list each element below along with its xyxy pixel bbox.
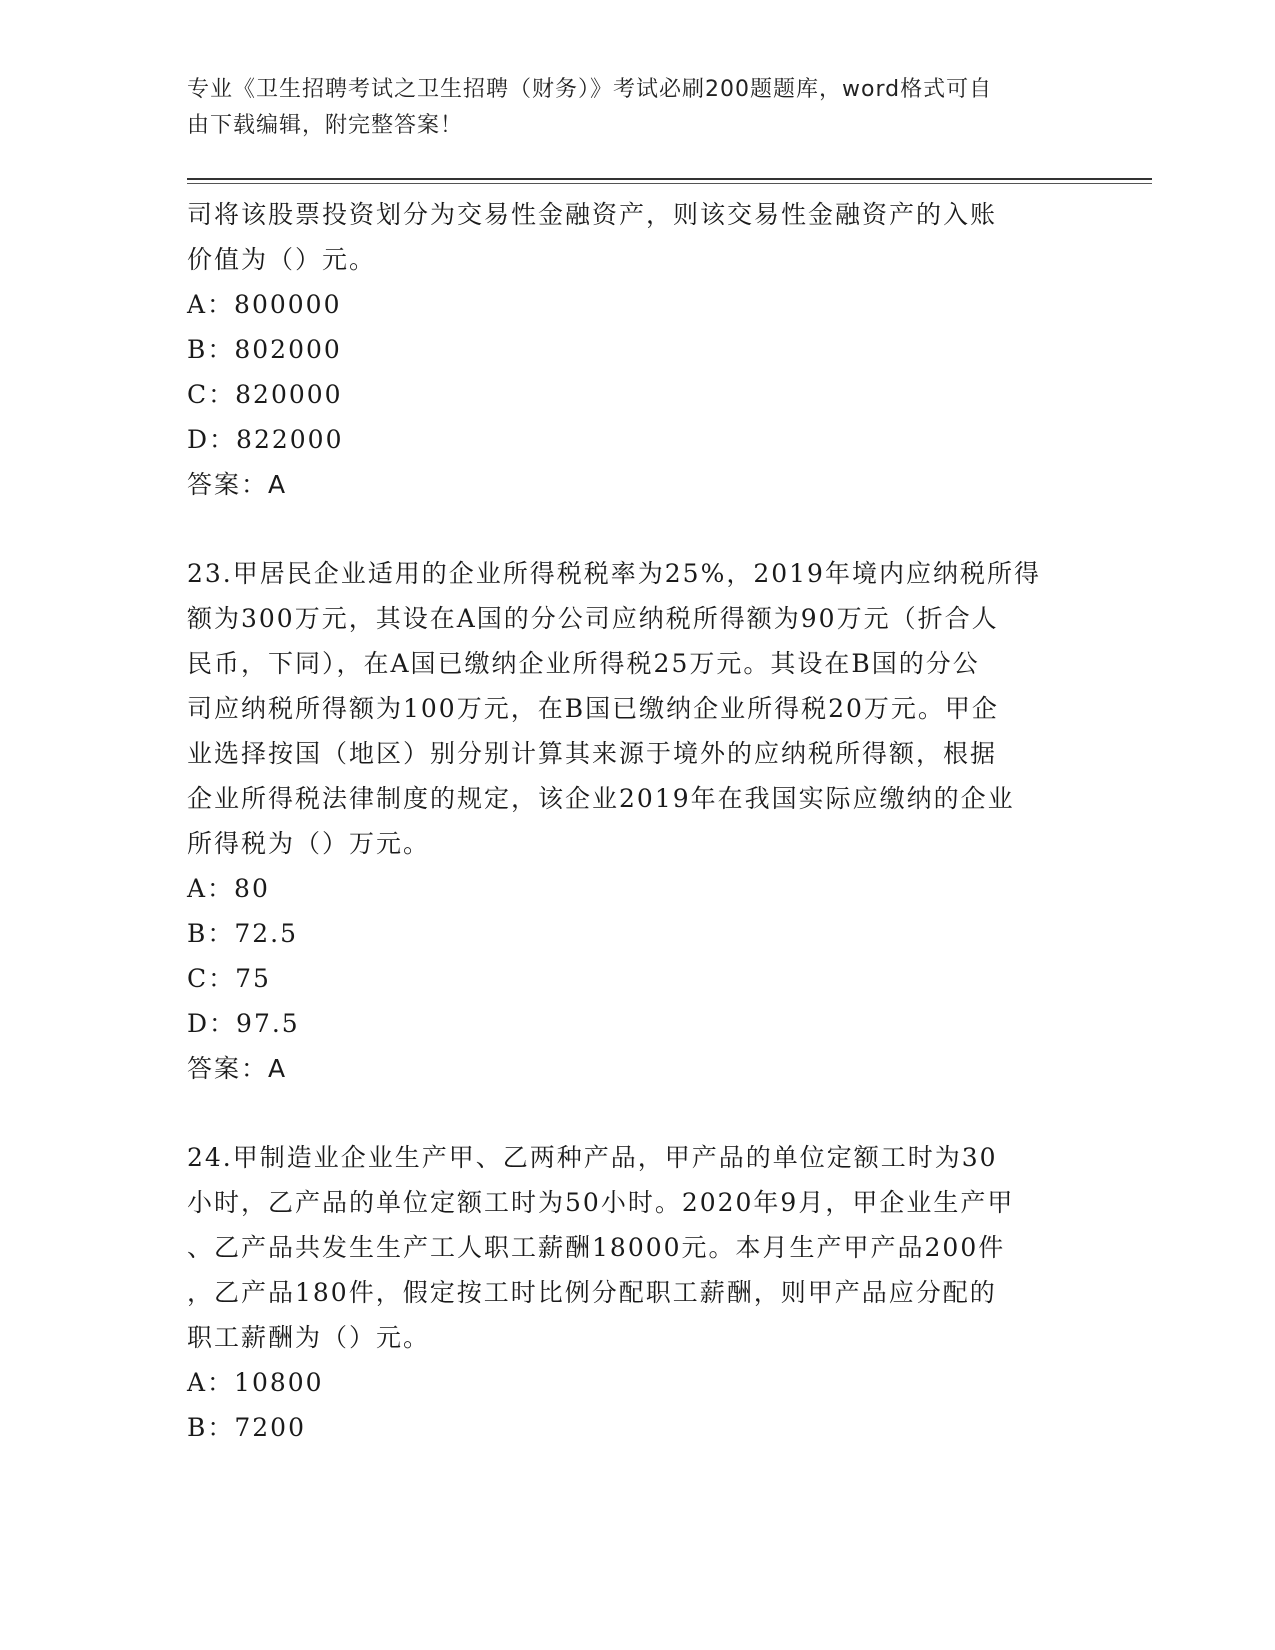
question-text-line: 额为300万元，其设在A国的分公司应纳税所得额为90万元（折合人	[187, 604, 999, 633]
option-c: C：820000	[187, 380, 343, 409]
question-text-line: 24.甲制造业企业生产甲、乙两种产品，甲产品的单位定额工时为30	[187, 1143, 998, 1172]
question-23	[187, 551, 1087, 1091]
option-c: C：75	[187, 964, 271, 993]
option-b: B：72.5	[187, 919, 299, 948]
question-text-line: 23.甲居民企业适用的企业所得税税率为25%，2019年境内应纳税所得	[187, 559, 1041, 588]
question-text-line: 司应纳税所得额为100万元，在B国已缴纳企业所得税20万元。甲企	[187, 694, 999, 723]
question-text-line: 企业所得税法律制度的规定，该企业2019年在我国实际应缴纳的企业	[187, 784, 1015, 813]
question-spacer	[187, 1091, 1087, 1135]
question-text-line: 业选择按国（地区）别分别计算其来源于境外的应纳税所得额，根据	[187, 739, 998, 768]
question-text-line: 民币，下同），在A国已缴纳企业所得税25万元。其设在B国的分公	[187, 649, 980, 678]
document-header	[187, 72, 1067, 144]
option-a: A：10800	[187, 1368, 324, 1397]
header-divider-thick	[187, 178, 1152, 180]
option-b: B：802000	[187, 335, 342, 364]
header-divider-thin	[187, 183, 1152, 184]
question-text-line: 所得税为（）万元。	[187, 829, 431, 858]
option-b: B：7200	[187, 1413, 306, 1442]
question-text-line: 职工薪酬为（）元。	[187, 1323, 431, 1352]
option-a: A：800000	[187, 290, 342, 319]
question-text-line: 司将该股票投资划分为交易性金融资产，则该交易性金融资产的入账	[187, 200, 998, 229]
question-24	[187, 1135, 1087, 1450]
document-body	[187, 192, 1087, 1450]
question-22	[187, 192, 1087, 507]
option-d: D：97.5	[187, 1009, 300, 1038]
option-d: D：822000	[187, 425, 344, 454]
header-line-2: 由下载编辑，附完整答案！	[187, 113, 464, 138]
question-spacer	[187, 507, 1087, 551]
question-text-line: 、乙产品共发生生产工人职工薪酬18000元。本月生产甲产品200件	[187, 1233, 1006, 1262]
answer-line: 答案：A	[187, 1054, 288, 1083]
question-text-line: 小时，乙产品的单位定额工时为50小时。2020年9月，甲企业生产甲	[187, 1188, 1015, 1217]
answer-line: 答案：A	[187, 470, 288, 499]
question-text-line: 价值为（）元。	[187, 245, 377, 274]
header-line-1: 专业《卫生招聘考试之卫生招聘（财务）》考试必刷200题题库，word格式可自	[187, 77, 993, 102]
option-a: A：80	[187, 874, 270, 903]
question-text-line: ，乙产品180件，假定按工时比例分配职工薪酬，则甲产品应分配的	[187, 1278, 997, 1307]
